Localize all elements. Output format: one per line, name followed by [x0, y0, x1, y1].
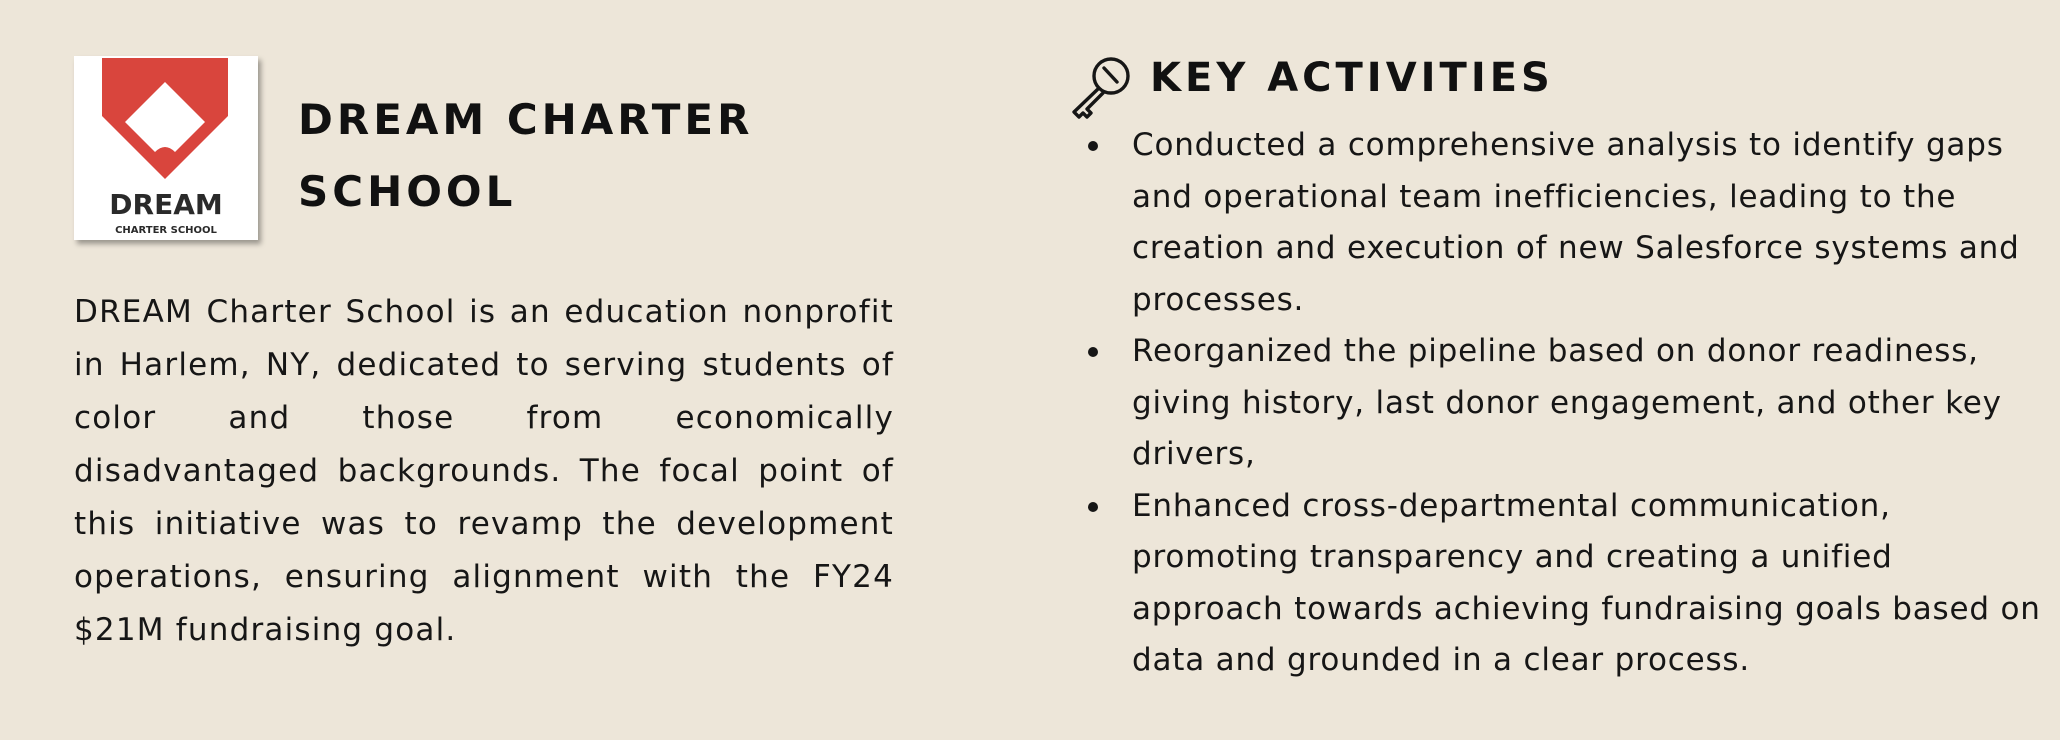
activity-text: Conducted a comprehensive analysis to identify gaps and operational team inefficiencies, leading to the creation and execution of new Salesforce systems and processes.: [1132, 127, 2020, 318]
list-item: [1084, 481, 2044, 687]
key-activities-title: KEY ACTIVITIES: [1150, 55, 1554, 101]
organization-title-line-1: DREAM CHARTER: [298, 95, 754, 144]
dream-logo: [74, 56, 258, 240]
organization-title: [298, 84, 753, 228]
logo-word: DREAM: [109, 188, 223, 221]
list-item: [1084, 326, 2044, 481]
bullet-icon: [1088, 502, 1098, 512]
key-icon: [1066, 54, 1134, 122]
list-item: [1084, 120, 2044, 326]
bullet-icon: [1088, 141, 1098, 151]
key-activities-list: [1084, 120, 2044, 687]
organization-title-line-2: SCHOOL: [298, 167, 517, 216]
bullet-icon: [1088, 347, 1098, 357]
organization-description: DREAM Charter School is an education nonprofit in Harlem, NY, dedicated to serving students of color and those from economically disadvantaged backgrounds. The focal point of this initiative was to revamp the development operations, ensuring alignment with the FY24 $21M fundraising goal.: [74, 294, 894, 648]
activity-text: Reorganized the pipeline based on donor readiness, giving history, last donor engagement, and other key drivers,: [1132, 333, 2002, 472]
logo-subtitle: CHARTER SCHOOL: [115, 225, 217, 236]
dream-logo-graphic: [74, 56, 258, 240]
activity-text: Enhanced cross-departmental communication, promoting transparency and creating a unified approach towards achieving fundraising goals based on data and grounded in a clear process.: [1132, 487, 2041, 678]
